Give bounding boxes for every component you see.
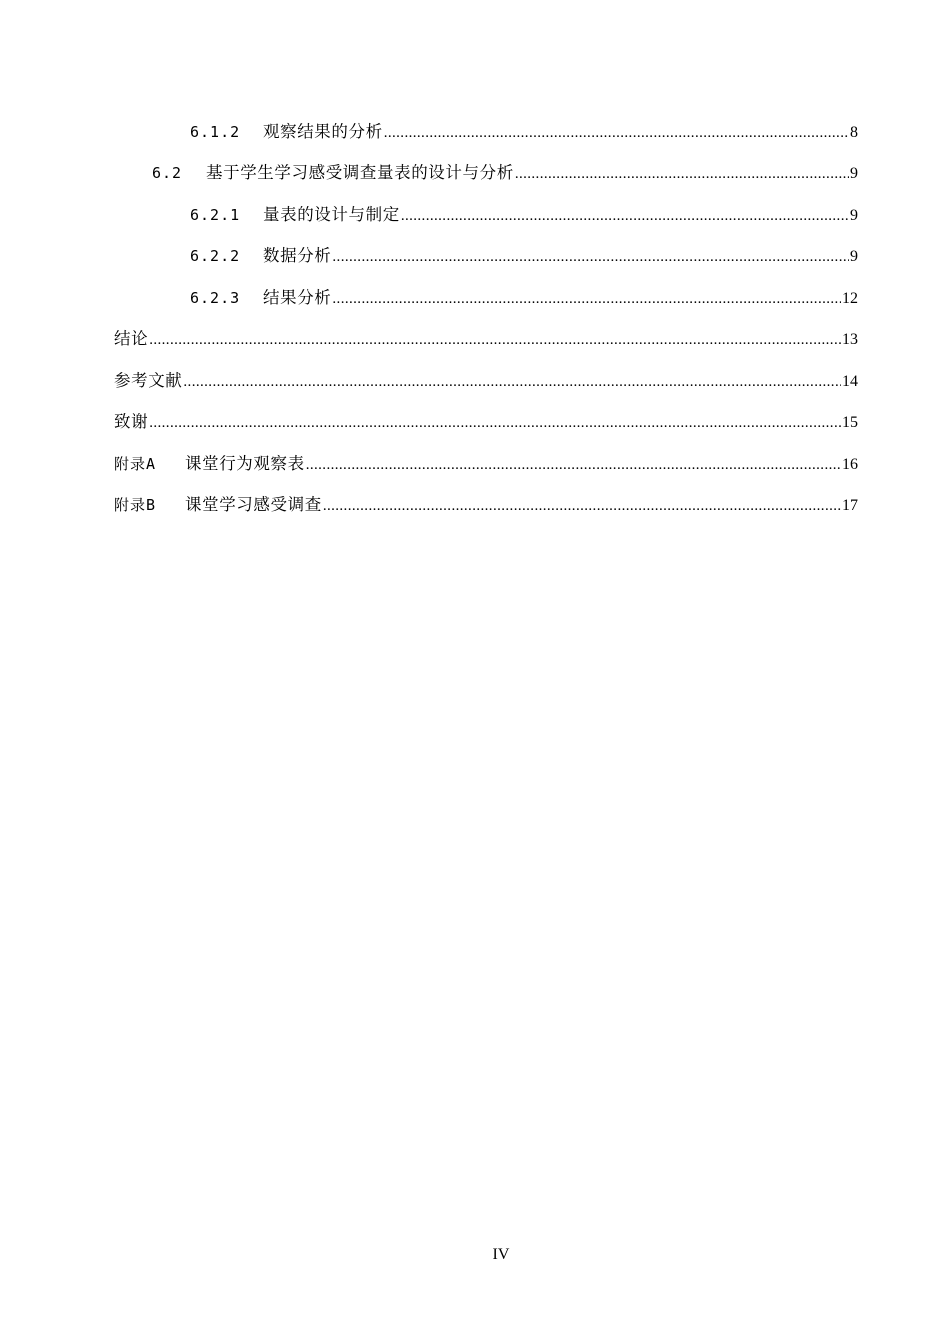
toc-entry-acknowledgements[interactable]: [114, 410, 858, 434]
toc-entry-page: 13: [842, 331, 858, 348]
toc-entry-number: 6.1.2: [190, 123, 241, 141]
toc-dot-leader: [332, 245, 849, 269]
toc-dot-leader: [306, 453, 841, 477]
toc-entry-title: 结果分析: [263, 288, 332, 307]
toc-dot-leader: [332, 287, 841, 311]
toc-entry-title: 数据分析: [263, 246, 332, 265]
toc-entry-number: 6.2.3: [190, 289, 241, 307]
toc-entry-6-2-1[interactable]: [190, 203, 858, 227]
toc-entry-page: 14: [842, 373, 858, 390]
toc-dot-leader: [323, 494, 841, 518]
toc-entry-6-2-2[interactable]: [190, 244, 858, 268]
toc-entry-page: 12: [842, 290, 858, 307]
toc-entry-6-1-2[interactable]: [190, 120, 858, 144]
toc-entry-number: 6.2: [152, 164, 183, 182]
toc-entry-page: 15: [842, 414, 858, 431]
toc-dot-leader: [149, 411, 841, 435]
toc-entry-appendix-b[interactable]: [114, 493, 858, 517]
toc-dot-leader: [401, 204, 849, 228]
page-number: IV: [492, 1246, 510, 1263]
toc-entry-title: 结论: [114, 329, 149, 348]
toc-dot-leader: [149, 328, 841, 352]
toc-entry-page: 9: [850, 207, 858, 224]
toc-entry-number: 附录A: [114, 455, 157, 473]
toc-entry-page: 9: [850, 248, 858, 265]
toc-dot-leader: [384, 121, 849, 145]
toc-entry-number: 6.2.1: [190, 206, 241, 224]
toc-entry-page: 8: [850, 124, 858, 141]
toc-entry-6-2-3[interactable]: [190, 286, 858, 310]
toc-entry-6-2[interactable]: [152, 161, 858, 185]
toc-entry-page: 9: [850, 165, 858, 182]
toc-entry-references[interactable]: [114, 369, 858, 393]
toc-entry-title: 观察结果的分析: [263, 122, 383, 141]
toc-entry-appendix-a[interactable]: [114, 452, 858, 476]
toc-entry-title: 参考文献: [114, 371, 183, 390]
toc-entry-title: 课堂行为观察表: [185, 454, 305, 473]
toc-entry-number: 附录B: [114, 496, 157, 514]
toc-entry-title: 量表的设计与制定: [263, 205, 400, 224]
toc-dot-leader: [515, 162, 849, 186]
toc-entry-title: 课堂学习感受调查: [185, 495, 322, 514]
toc-entry-title: 致谢: [114, 412, 149, 431]
toc-entry-number: 6.2.2: [190, 247, 241, 265]
toc-entry-title: 基于学生学习感受调查量表的设计与分析: [206, 163, 514, 182]
toc-entry-page: 17: [842, 497, 858, 514]
toc-entry-page: 16: [842, 456, 858, 473]
toc-entry-conclusion[interactable]: [114, 327, 858, 351]
toc-dot-leader: [183, 370, 841, 394]
